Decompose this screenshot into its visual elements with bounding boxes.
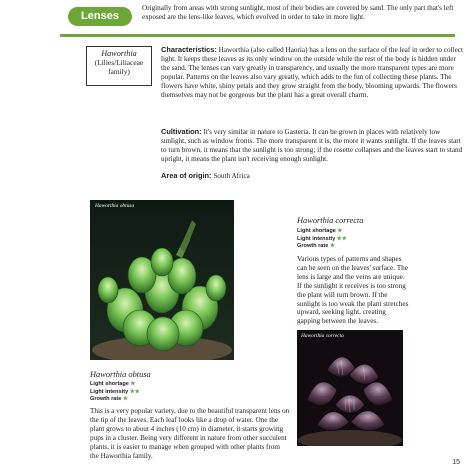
origin-label: Area of origin:: [161, 171, 212, 180]
plant1-light-intensity-label: Light intensity: [90, 388, 129, 395]
page-number: 15: [452, 459, 460, 466]
plant1-light-shortage-label: Light shortage: [90, 381, 129, 387]
plant2-ratings: [297, 228, 347, 251]
section-rule: [60, 34, 455, 37]
plant1-name: Haworthia obtusa: [90, 370, 151, 379]
intro-text: Originally from areas with strong sunlight, most of their bodies are covered by sand. The only part that's left exposed are the lens-like leaves, which evolved in order to take in more light.: [142, 4, 454, 21]
characteristics-text: Haworthia (also called Haoria) has a lens on the surface of the leaf in order to collect light. It keeps these leaves as its only window on the outside while the rest of the body is hidden under the sand. The lenses can vary greatly in transparency, and usually the more transparent types are more popular. Patterns on the leaves also vary greatly, which adds to the fun of collecting these plants. The flowers have white, shiny petals and they grow straight from the body, blooming upwards. The flowers themselves may not be gorgeous but the plant has a great overall charm.: [161, 46, 463, 99]
plant2-light-shortage-label: Light shortage: [297, 228, 336, 234]
genus-box: [86, 46, 152, 86]
haworthia-obtusa-photo: [90, 200, 234, 360]
origin-line: [161, 172, 463, 181]
plant2-light-shortage-rating: ★: [337, 228, 343, 234]
plant2-description: Various types of patterns and shapes can be seen on the leaves' surface. The lens is large and the veins are unique. If the sunlight it receives is too strong the plant will turn brown. If the sunlight is too weak the plant stretches upward, seeking light, creating gapping between the leaves.: [297, 255, 409, 326]
haworthia-correcta-photo: [297, 330, 403, 446]
characteristics-label: Characteristics:: [161, 45, 217, 54]
plant1-growth-rate-rating: ★: [122, 396, 128, 402]
plant1-description: This is a very popular variety, due to the beautiful transparent lens on the tip of the leaves. Each leaf looks like a drop of water. One the plant grows to about 4 inches (10 cm) in diameter, it starts growing pups in a cluster. Being very different in nature from other succulent plants, it is easier to manage when grouped with other plants from the Haworthia family.: [90, 407, 290, 460]
plant2-growth-rate-rating: ★: [329, 243, 335, 249]
cultivation-text: It's very similar in nature to Gasteria. It can be grown in places with relatively low sunlight, such as window fronts. The more transparent it is, the more it wants sunlight. If the leaves start to turn brown, it means that the sunlight is too strong; if the rosette collapses and the leaves start to stand upright, it means the plant isn't receiving enough sunlight.: [161, 128, 463, 163]
characteristics-paragraph: [161, 46, 463, 99]
correcta-photo-caption: Haworthia correcta: [301, 333, 344, 339]
plant1-light-shortage-rating: ★: [130, 381, 136, 387]
plant1-light-intensity-rating: ★★: [129, 388, 140, 395]
plant1-ratings: [90, 381, 140, 404]
plant1-growth-rate-label: Growth rate: [90, 396, 122, 402]
section-tab: Lenses: [68, 7, 132, 26]
plant2-light-intensity-label: Light intensity: [297, 235, 336, 242]
plant2-growth-rate-label: Growth rate: [297, 243, 329, 249]
cultivation-label: Cultivation:: [161, 127, 202, 136]
obtusa-photo-caption: Haworthia obtusa: [95, 203, 135, 209]
plant2-light-intensity-rating: ★★: [336, 235, 347, 242]
plant2-name: Haworthia correcta: [297, 216, 364, 225]
genus-name: Haworthia: [101, 49, 137, 58]
cultivation-paragraph: [161, 128, 463, 164]
genus-family: (Lilies/Liliaceae family): [94, 58, 144, 76]
origin-value: South Africa: [211, 172, 250, 180]
